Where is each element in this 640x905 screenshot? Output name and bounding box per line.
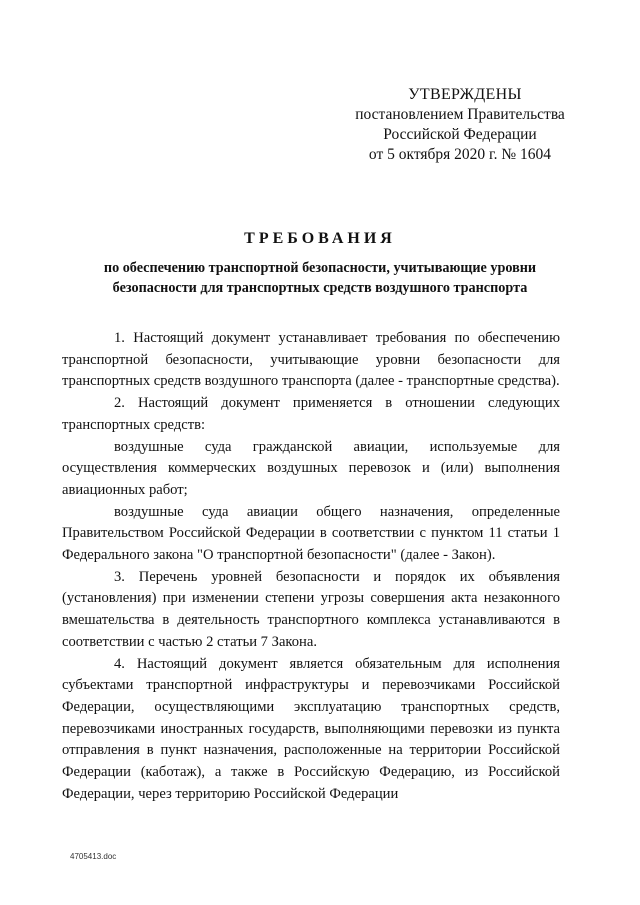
paragraph-2: 2. Настоящий документ применяется в отношении следующих транспортных средств: [62, 395, 560, 433]
document-body [62, 328, 560, 805]
approval-line-2: Российской Федерации [383, 126, 537, 143]
paragraph-2-item-1: воздушные суда гражданской авиации, используемые для осуществления коммерческих воздушных перевозок и (или) выполнения авиационных работ; [62, 438, 560, 498]
approval-line-1: постановлением Правительства [355, 106, 565, 123]
footer-file-name: 4705413.doc [70, 852, 117, 861]
paragraph-1: 1. Настоящий документ устанавливает требования по обеспечению транспортной безопасности, учитывающие уровни безопасности для транспортных средств воздушного транспорта (далее - транспортные средства). [62, 330, 560, 390]
paragraph-4: 4. Настоящий документ является обязательным для исполнения субъектами транспортной инфраструктуры и перевозчиками Российской Федерации, осуществляющими эксплуатацию транспортных средств, перевозчиками иностранных государств, выполняющими перевозки из пункта отправления в пункт назначения, расположенные на территории Российской Федерации (каботаж), а также в Российскую Федерацию, из Российской Федерации, через территорию Российской Федерации [62, 655, 560, 802]
approval-line-3: от 5 октября 2020 г. № 1604 [368, 146, 552, 163]
document-title: ТРЕБОВАНИЯ [244, 230, 396, 247]
paragraph-3: 3. Перечень уровней безопасности и порядок их объявления (установления) при изменении степени угрозы совершения акта незаконного вмешательства в деятельность транспортного комплекса устанавливаются в соответствии с частью 2 статьи 7 Закона. [62, 568, 560, 650]
paragraph-2-item-2: воздушные суда авиации общего назначения, определенные Правительством Российской Федерации в соответствии с пунктом 11 статьи 1 Федерального закона "О транспортной безопасности" (далее - Закон). [62, 503, 560, 564]
approval-heading: УТВЕРЖДЕНЫ [408, 86, 522, 103]
document-subtitle: по обеспечению транспортной безопасности, учитывающие уровни безопасности для транспортных средств воздушного транспорта [103, 260, 537, 296]
approval-block [340, 85, 580, 165]
